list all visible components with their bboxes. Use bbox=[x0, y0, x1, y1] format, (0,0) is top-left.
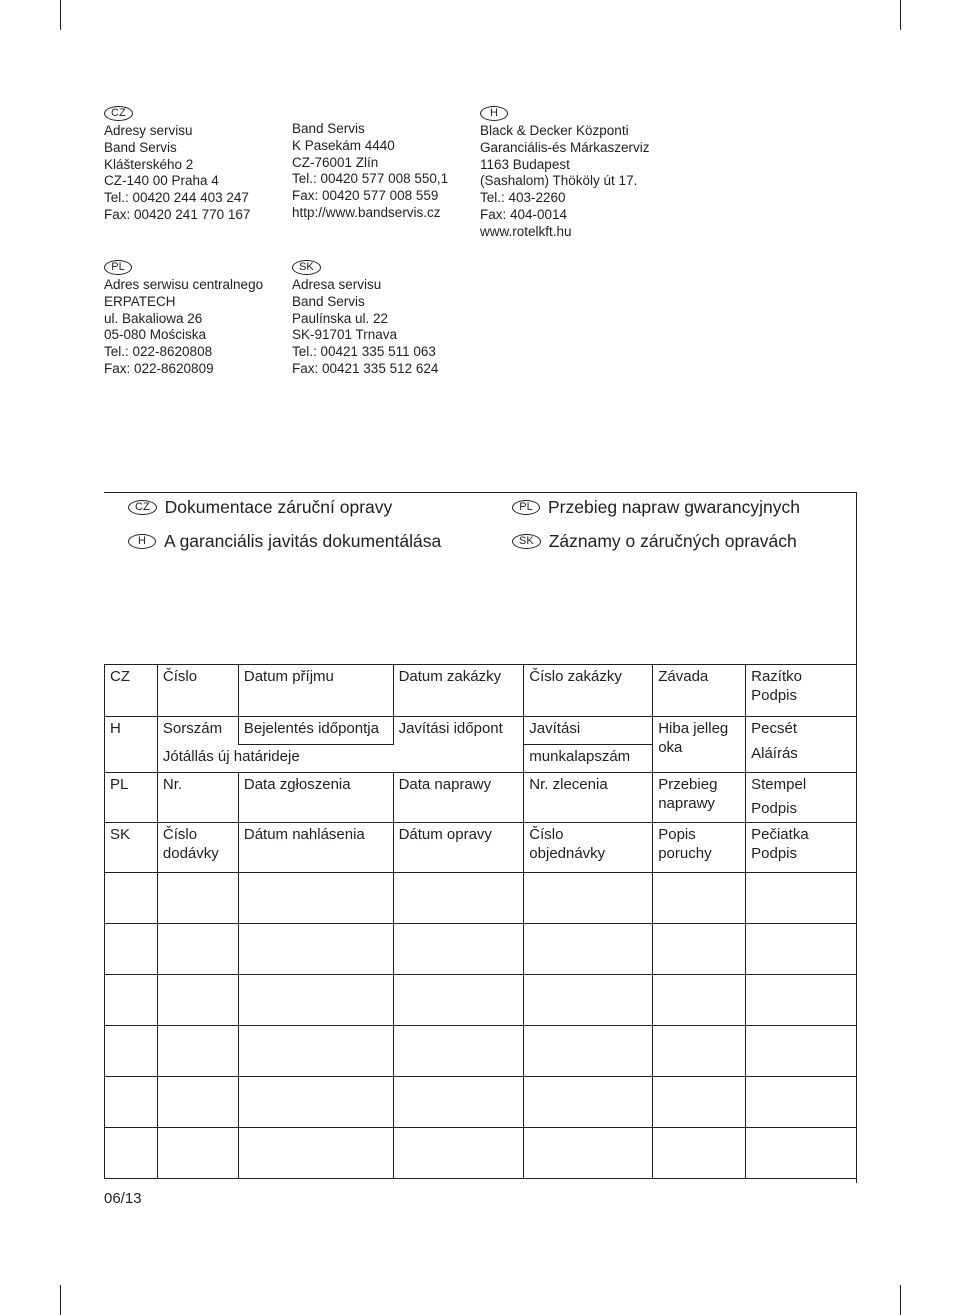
address-line: Black & Decker Központi bbox=[480, 123, 629, 138]
blank-cell[interactable] bbox=[157, 975, 238, 1026]
country-badge-cz: CZ bbox=[128, 500, 157, 515]
cell-line: Číslo bbox=[162, 826, 198, 843]
crop-mark bbox=[900, 1285, 901, 1315]
cell-line: Razítko bbox=[751, 668, 802, 685]
blank-cell[interactable] bbox=[524, 924, 653, 975]
empty-row bbox=[105, 975, 857, 1026]
address-line: CZ-76001 Zlín bbox=[292, 154, 379, 170]
table-cell: Datum zakázky bbox=[393, 665, 524, 717]
blank-cell[interactable] bbox=[393, 924, 524, 975]
address-line: (Sashalom) Thököly út 17. bbox=[480, 173, 638, 189]
blank-cell[interactable] bbox=[238, 873, 393, 924]
empty-row bbox=[105, 924, 857, 975]
blank-cell[interactable] bbox=[157, 1077, 238, 1128]
address-website: www.rotelkft.hu bbox=[480, 223, 572, 239]
heading-text: A garanciális javitás dokumentálása bbox=[164, 531, 442, 551]
cell-line: Pečiatka bbox=[751, 826, 809, 843]
address-cz-col2 bbox=[292, 121, 448, 222]
cell-line: Pecsét bbox=[751, 720, 797, 737]
crop-mark bbox=[60, 0, 61, 30]
address-line: Tel.: 00421 335 511 063 bbox=[292, 344, 436, 360]
blank-cell[interactable] bbox=[653, 1128, 746, 1179]
address-line: 05-080 Mościska bbox=[104, 327, 207, 343]
address-line: SK-91701 Trnava bbox=[292, 327, 398, 343]
address-line: Tel.: 00420 244 403 247 bbox=[104, 190, 249, 206]
address-line: Fax: 404-0014 bbox=[480, 206, 568, 222]
cell-line: Przebieg bbox=[658, 776, 718, 793]
address-website: http://www.bandservis.cz bbox=[292, 204, 441, 220]
row-code: SK bbox=[105, 823, 158, 873]
blank-cell[interactable] bbox=[393, 1026, 524, 1077]
table-cell bbox=[746, 823, 857, 873]
heading-text: Záznamy o záručných opravách bbox=[548, 531, 797, 551]
heading-cz bbox=[128, 497, 392, 518]
table-cell: Sorszám bbox=[157, 717, 238, 745]
empty-row bbox=[105, 1026, 857, 1077]
address-line: Tel.: 403-2260 bbox=[480, 190, 566, 206]
crop-mark bbox=[900, 0, 901, 30]
address-line: Adresa servisu bbox=[292, 277, 382, 292]
blank-cell[interactable] bbox=[238, 975, 393, 1026]
table-row-pl bbox=[105, 773, 857, 823]
table-row-sk bbox=[105, 823, 857, 873]
address-line: Band Servis bbox=[292, 293, 365, 309]
blank-cell[interactable] bbox=[393, 873, 524, 924]
blank-cell[interactable] bbox=[524, 1077, 653, 1128]
table-cell bbox=[746, 717, 857, 773]
heading-pl bbox=[512, 497, 800, 518]
address-line: Tel.: 00420 577 008 550,1 bbox=[292, 171, 449, 187]
heading-text: Przebieg napraw gwarancyjnych bbox=[548, 497, 800, 517]
table-row-cz bbox=[105, 665, 857, 717]
cell-line: Podpis bbox=[751, 800, 797, 817]
blank-cell[interactable] bbox=[653, 924, 746, 975]
row-code: PL bbox=[105, 773, 158, 823]
blank-cell[interactable] bbox=[746, 1077, 857, 1128]
cell-line: Popis bbox=[658, 826, 696, 843]
blank-cell[interactable] bbox=[157, 924, 238, 975]
address-line: K Pasekám 4440 bbox=[292, 137, 395, 153]
empty-row bbox=[105, 873, 857, 924]
address-line: Fax: 00420 241 770 167 bbox=[104, 206, 251, 222]
address-cz-col1 bbox=[104, 104, 250, 224]
page-code: 06/13 bbox=[104, 1190, 142, 1207]
table-cell bbox=[653, 823, 746, 873]
blank-cell[interactable] bbox=[157, 1128, 238, 1179]
country-badge-sk: SK bbox=[292, 260, 321, 275]
blank-cell[interactable] bbox=[524, 1128, 653, 1179]
table-cell: Nr. bbox=[157, 773, 238, 823]
cell-line: Aláírás bbox=[751, 745, 798, 762]
heading-text: Dokumentace záruční opravy bbox=[164, 497, 393, 517]
row-code: CZ bbox=[105, 665, 158, 717]
address-line: CZ-140 00 Praha 4 bbox=[104, 173, 219, 189]
blank-cell[interactable] bbox=[238, 1026, 393, 1077]
table-cell: Javítási bbox=[524, 717, 653, 745]
table-cell: Javítási időpont bbox=[393, 717, 524, 745]
table-cell bbox=[746, 773, 857, 823]
table-cell: Data zgłoszenia bbox=[238, 773, 393, 823]
cell-line: objednávky bbox=[529, 845, 606, 862]
address-line: Paulínska ul. 22 bbox=[292, 310, 389, 326]
blank-cell[interactable] bbox=[524, 873, 653, 924]
address-line: Fax: 022-8620809 bbox=[104, 360, 214, 376]
warranty-table bbox=[104, 664, 857, 1179]
row-code: H bbox=[105, 717, 158, 773]
cell-line: Stempel bbox=[751, 776, 807, 793]
blank-cell[interactable] bbox=[746, 924, 857, 975]
blank-cell[interactable] bbox=[653, 975, 746, 1026]
address-line: Band Servis bbox=[292, 121, 365, 136]
blank-cell[interactable] bbox=[105, 1128, 158, 1179]
table-cell: munkalapszám bbox=[524, 745, 653, 773]
blank-cell[interactable] bbox=[157, 873, 238, 924]
table-cell bbox=[653, 717, 746, 773]
heading-sk bbox=[512, 531, 797, 552]
blank-cell[interactable] bbox=[653, 1077, 746, 1128]
blank-cell[interactable] bbox=[105, 873, 158, 924]
table-cell: Dátum nahlásenia bbox=[238, 823, 393, 873]
table-cell: Data naprawy bbox=[393, 773, 524, 823]
address-line: Adresy servisu bbox=[104, 123, 193, 138]
table-cell: Číslo bbox=[157, 665, 238, 717]
table-cell: Datum příjmu bbox=[238, 665, 393, 717]
address-sk bbox=[292, 258, 438, 378]
country-badge-sk: SK bbox=[512, 534, 541, 549]
table-cell: Jótállás új határideje bbox=[157, 745, 523, 773]
address-line: Band Servis bbox=[104, 139, 177, 155]
cell-line: Hiba jelleg bbox=[658, 720, 729, 737]
address-line: ul. Bakaliowa 26 bbox=[104, 310, 203, 326]
address-line: 1163 Budapest bbox=[480, 156, 570, 172]
empty-row bbox=[105, 1077, 857, 1128]
blank-cell[interactable] bbox=[157, 1026, 238, 1077]
blank-cell[interactable] bbox=[524, 1026, 653, 1077]
heading-h bbox=[128, 531, 441, 552]
address-line: Fax: 00421 335 512 624 bbox=[292, 360, 439, 376]
blank-cell[interactable] bbox=[105, 1026, 158, 1077]
address-h bbox=[480, 104, 650, 241]
blank-cell[interactable] bbox=[393, 1128, 524, 1179]
blank-cell[interactable] bbox=[653, 873, 746, 924]
blank-cell[interactable] bbox=[238, 1128, 393, 1179]
table-cell: Závada bbox=[653, 665, 746, 717]
blank-cell[interactable] bbox=[238, 1077, 393, 1128]
country-badge-pl: PL bbox=[512, 500, 540, 515]
blank-cell[interactable] bbox=[524, 975, 653, 1026]
cell-line: naprawy bbox=[658, 795, 715, 812]
crop-mark bbox=[60, 1285, 61, 1315]
cell-line: oka bbox=[658, 739, 683, 756]
table-cell bbox=[157, 823, 238, 873]
country-badge-h: H bbox=[128, 534, 156, 549]
table-cell: Nr. zlecenia bbox=[524, 773, 653, 823]
table-cell: Dátum opravy bbox=[393, 823, 524, 873]
blank-cell[interactable] bbox=[653, 1026, 746, 1077]
table-cell bbox=[746, 665, 857, 717]
cell-line: poruchy bbox=[658, 845, 712, 862]
address-line: Adres serwisu centralnego bbox=[104, 277, 264, 292]
blank-cell[interactable] bbox=[105, 1077, 158, 1128]
blank-cell[interactable] bbox=[105, 924, 158, 975]
cell-line: Číslo bbox=[529, 826, 564, 843]
cell-line: dodávky bbox=[162, 845, 219, 862]
empty-row bbox=[105, 1128, 857, 1179]
table-cell bbox=[653, 773, 746, 823]
address-line: Garanciális-és Márkaszerviz bbox=[480, 139, 650, 155]
blank-cell[interactable] bbox=[238, 924, 393, 975]
table-row-h bbox=[105, 717, 857, 745]
cell-line: Podpis bbox=[751, 845, 797, 862]
country-badge-pl: PL bbox=[104, 260, 132, 275]
blank-cell[interactable] bbox=[746, 873, 857, 924]
blank-cell[interactable] bbox=[393, 975, 524, 1026]
address-line: Fax: 00420 577 008 559 bbox=[292, 188, 439, 204]
blank-cell[interactable] bbox=[746, 975, 857, 1026]
cell-line: Podpis bbox=[751, 687, 797, 704]
address-line: ERPATECH bbox=[104, 293, 176, 309]
address-line: Klášterského 2 bbox=[104, 156, 194, 172]
blank-cell[interactable] bbox=[105, 975, 158, 1026]
country-badge-h: H bbox=[480, 106, 508, 121]
country-badge-cz: CZ bbox=[104, 106, 133, 121]
blank-cell[interactable] bbox=[746, 1026, 857, 1077]
table-cell: Bejelentés időpontja bbox=[238, 717, 393, 745]
table-cell bbox=[524, 823, 653, 873]
address-line: Tel.: 022-8620808 bbox=[104, 344, 213, 360]
blank-cell[interactable] bbox=[393, 1077, 524, 1128]
table-cell: Číslo zakázky bbox=[524, 665, 653, 717]
blank-cell[interactable] bbox=[746, 1128, 857, 1179]
address-pl bbox=[104, 258, 263, 378]
